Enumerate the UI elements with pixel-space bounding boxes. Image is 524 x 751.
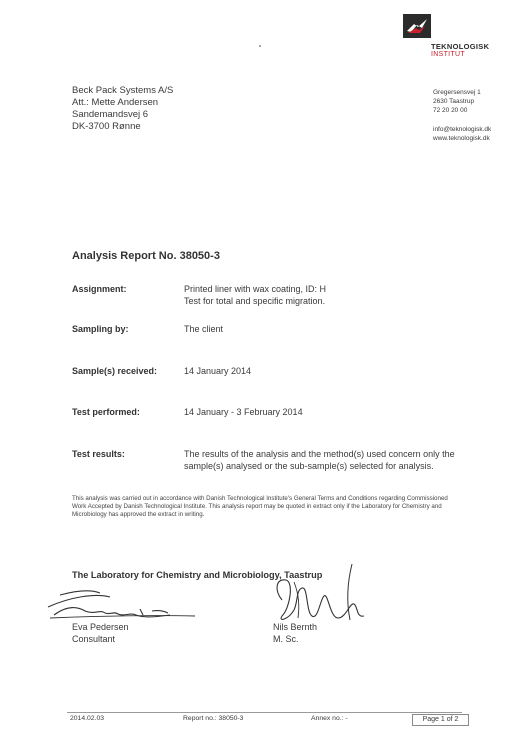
assignment-value xyxy=(184,284,474,307)
performed-label: Test performed: xyxy=(72,407,140,417)
received-label: Sample(s) received: xyxy=(72,366,158,376)
sampling-label: Sampling by: xyxy=(72,324,129,334)
sender-phone: 72 20 20 00 xyxy=(433,107,468,115)
sender-street: Gregersensvej 1 xyxy=(433,89,481,96)
sender-address xyxy=(433,88,491,143)
signatory-2 xyxy=(273,622,317,645)
logo-subtext: INSTITUT xyxy=(431,51,465,58)
results-value: The results of the analysis and the method(s) used concern only the sample(s) analysed or the sub-sample(s) selected for analysis. xyxy=(184,449,455,471)
recipient-address xyxy=(72,85,173,133)
bird-icon xyxy=(403,14,431,38)
speck xyxy=(259,45,261,47)
signatory-2-name: Nils Bernth xyxy=(273,622,318,632)
disclaimer-text: This analysis was carried out in accordance with Danish Technological Institute's General Terms and Conditions regarding Commissioned Work Accepted by Danish Technological Institute. This analysis report may be quoted in extract only if the Laboratory for Chemistry and Microbiology has approved the extract in writing. xyxy=(72,495,448,518)
logo-text: TEKNOLOGISK xyxy=(431,42,490,51)
signatory-1-name: Eva Pedersen xyxy=(72,622,129,632)
footer-divider xyxy=(67,712,462,713)
sender-city: 2630 Taastrup xyxy=(433,98,475,106)
sender-web: www.teknologisk.dk xyxy=(433,134,490,142)
recipient-attention: Att.: Mette Andersen xyxy=(72,97,159,108)
report-title: Analysis Report No. 38050-3 xyxy=(72,250,220,262)
assignment-line-1: Printed liner with wax coating, ID: H xyxy=(184,284,327,294)
sender-email: info@teknologisk.dk xyxy=(433,125,492,133)
footer-report-no: Report no.: 38050-3 xyxy=(183,715,244,722)
sampling-value: The client xyxy=(184,324,224,334)
footer-date: 2014.02.03 xyxy=(70,715,105,722)
recipient-company: Beck Pack Systems A/S xyxy=(72,85,174,96)
results-label: Test results: xyxy=(72,449,125,459)
received-value: 14 January 2014 xyxy=(184,366,252,376)
signature-nils-bernth xyxy=(268,560,373,630)
footer-annex: Annex no.: - xyxy=(311,715,348,722)
signatory-1 xyxy=(72,622,129,645)
signature-eva-pedersen xyxy=(40,585,205,623)
recipient-city: DK-3700 Rønne xyxy=(72,121,141,132)
footer-page-number: Page 1 of 2 xyxy=(412,714,469,726)
lab-name: The Laboratory for Chemistry and Microbiology, Taastrup xyxy=(72,570,323,580)
assignment-label: Assignment: xyxy=(72,284,127,294)
signatory-2-title: M. Sc. xyxy=(273,633,299,644)
assignment-line-2: Test for total and specific migration. xyxy=(184,295,326,306)
performed-value: 14 January - 3 February 2014 xyxy=(184,407,303,417)
recipient-street: Sandemandsvej 6 xyxy=(72,109,149,120)
signatory-1-title: Consultant xyxy=(72,633,116,644)
